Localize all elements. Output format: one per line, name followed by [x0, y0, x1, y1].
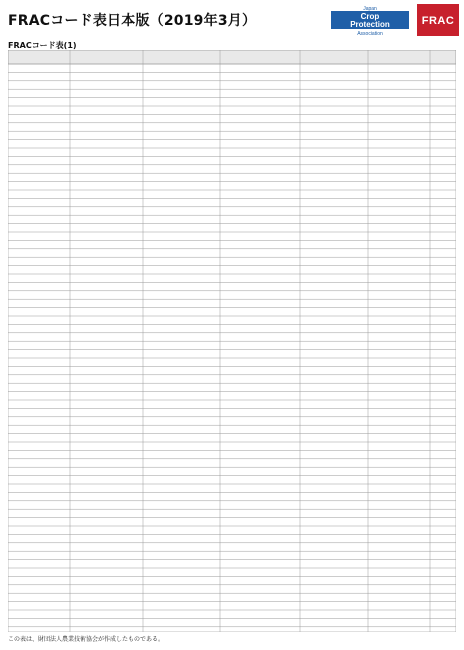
frac-table-grid [8, 50, 456, 632]
logo-line4-text: Association [357, 31, 383, 36]
footnote: この表は、財団法人農業技術協会が作成したものである。 [8, 636, 165, 643]
table-header-band [8, 50, 456, 64]
logo-line3-text: Protection [350, 20, 390, 29]
frac-logo [417, 4, 459, 36]
page-title: FRACコード表日本版（2019年3月） [8, 13, 257, 29]
frac-logo-text: FRAC [421, 15, 455, 27]
crop-protection-logo [331, 4, 409, 36]
table-subtitle: FRACコード表(1) [8, 41, 77, 50]
crop-protection-logo-graphic [331, 4, 409, 36]
logo-line2-text: Crop [360, 12, 380, 21]
logo-line1-text: Japan [363, 6, 377, 12]
